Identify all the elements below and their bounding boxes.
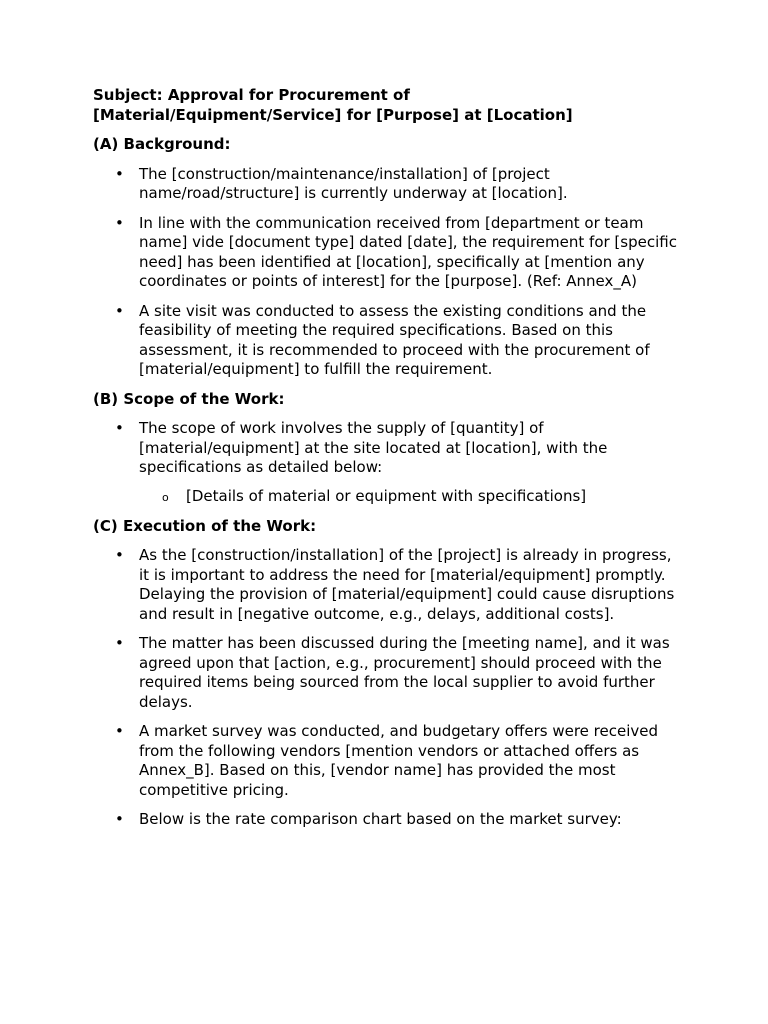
list-item-text: Below is the rate comparison chart based on the market survey: xyxy=(139,810,622,829)
scope-list xyxy=(93,419,683,478)
list-item xyxy=(93,634,683,712)
background-list xyxy=(93,165,683,380)
document-page xyxy=(93,86,683,839)
list-item xyxy=(93,722,683,800)
section-heading-execution: (C) Execution of the Work: xyxy=(93,516,317,535)
section-heading-background: (A) Background: xyxy=(93,135,231,154)
list-item-text: As the [construction/installation] of the [project] is already in progress, it is important to address the need for [material/equipment] promptly. Delaying the provision of [material/equipment] could cause disruptions and result in [negative outcome, e.g., delays, additional costs]. xyxy=(139,546,675,624)
scope-sub-list xyxy=(93,487,683,507)
list-item xyxy=(93,419,683,478)
list-item-text: A market survey was conducted, and budgetary offers were received from the following vendors [mention vendors or attached offers as Annex_B]. Based on this, [vendor name] has provided the most competitive pricing. xyxy=(139,722,659,799)
bullet-icon: • xyxy=(115,722,124,741)
bullet-icon: • xyxy=(115,810,124,829)
list-item xyxy=(93,214,683,292)
execution-list xyxy=(93,546,683,830)
bullet-icon: • xyxy=(115,213,124,232)
subject-line xyxy=(93,86,683,125)
list-item xyxy=(93,165,683,204)
list-item-text: In line with the communication received from [department or team name] vide [document type] dated [date], the requirement for [specific need] has been identified at [location], specifically at [mention any coordinates or points of interest] for the [purpose]. (Ref: Annex_A) xyxy=(139,213,677,291)
list-item-text: The [construction/maintenance/installation] of [project name/road/structure] is currently underway at [location]. xyxy=(139,164,568,203)
bullet-icon: • xyxy=(115,546,124,565)
list-item xyxy=(93,302,683,380)
bullet-icon: • xyxy=(115,634,124,653)
list-item xyxy=(93,546,683,624)
list-item-text: The scope of work involves the supply of [quantity] of [material/equipment] at the site located at [location], with the specifications as detailed below: xyxy=(139,419,608,477)
circle-bullet-icon: o xyxy=(162,491,169,505)
sub-list-item-text: [Details of material or equipment with specifications] xyxy=(186,487,587,506)
list-item xyxy=(93,810,683,830)
bullet-icon: • xyxy=(115,164,124,183)
list-item-text: The matter has been discussed during the [meeting name], and it was agreed upon that [action, e.g., procurement] should proceed with the required items being sourced from the local supplier to avoid further delays. xyxy=(139,634,670,711)
list-item-text: A site visit was conducted to assess the existing conditions and the feasibility of meeting the required specifications. Based on this assessment, it is recommended to proceed with the procurement of [material/equipment] to fulfill the requirement. xyxy=(139,301,650,379)
subject-line-2: [Material/Equipment/Service] for [Purpose] at [Location] xyxy=(93,105,573,124)
subject-line-1: Subject: Approval for Procurement of xyxy=(93,86,410,104)
bullet-icon: • xyxy=(115,419,124,438)
section-heading-scope: (B) Scope of the Work: xyxy=(93,389,285,408)
bullet-icon: • xyxy=(115,301,124,320)
sub-list-item xyxy=(93,487,683,507)
